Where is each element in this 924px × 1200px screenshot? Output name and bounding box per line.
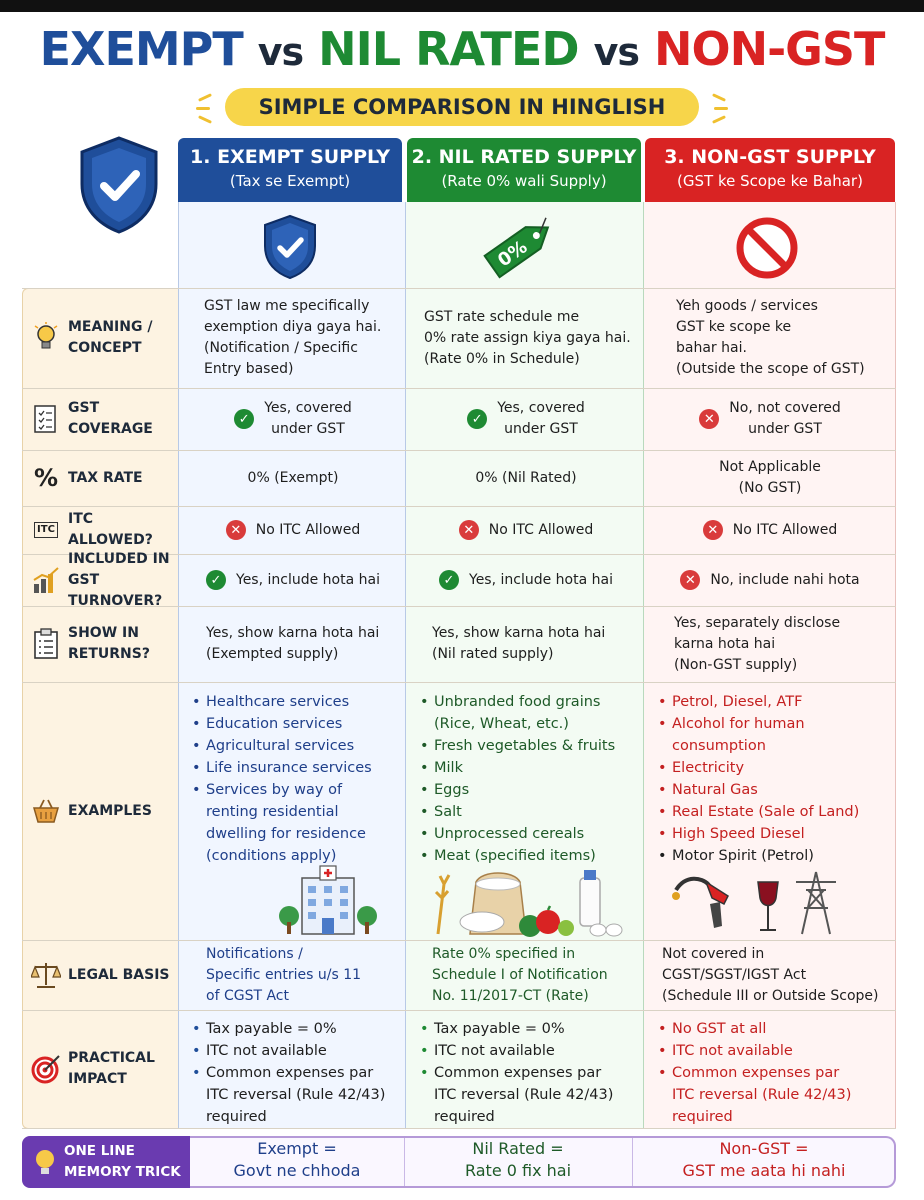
list-item: • No GST at all <box>654 1018 892 1040</box>
list-item: • High Speed Diesel <box>654 823 892 845</box>
returns-nil-rated: Yes, show karna hota hai (Nil rated supply) <box>432 625 606 662</box>
list-item: • Agricultural services <box>188 735 402 757</box>
impact-nil-rated-list <box>416 1018 640 1128</box>
list-item: • Common expenses par ITC reversal (Rule 42/43) required <box>654 1062 892 1128</box>
cross-icon: ✕ <box>680 570 700 590</box>
tax-rate-nil-rated: 0% (Nil Rated) <box>475 469 577 486</box>
list-item: • Unbranded food grains (Rice, Wheat, etc.) <box>416 691 640 735</box>
coverage-non-gst: ✕ No, not covered under GST <box>652 388 888 450</box>
food-items-icon <box>430 864 630 938</box>
check-icon: ✓ <box>439 570 459 590</box>
tax-rate-exempt: 0% (Exempt) <box>247 469 339 486</box>
memory-non-gst: Non-GST = GST me aata hi nahi <box>682 1139 846 1180</box>
list-item: • Common expenses par ITC reversal (Rule 42/43) required <box>416 1062 640 1128</box>
impact-non-gst-list <box>654 1018 892 1128</box>
cross-icon: ✕ <box>703 520 723 540</box>
row-label-legal: LEGAL BASIS <box>28 940 178 1010</box>
list-item: • ITC not available <box>654 1040 892 1062</box>
meaning-exempt: GST law me specifically exemption diya gaya hai. (Notification / Specific Entry based) <box>204 298 382 377</box>
list-item: • Unprocessed cereals <box>416 823 640 845</box>
checklist-icon <box>33 404 59 434</box>
list-item: • Education services <box>188 713 402 735</box>
cross-icon: ✕ <box>699 409 719 429</box>
percent-icon: % <box>33 464 59 492</box>
clipboard-icon <box>33 628 59 660</box>
fuel-wine-tower-icon <box>666 868 862 938</box>
column-subtitle: (Rate 0% wali Supply) <box>441 172 607 190</box>
list-item: • Fresh vegetables & fruits <box>416 735 640 757</box>
list-item: • Life insurance services <box>188 757 402 779</box>
memory-nil-rated: Nil Rated = Rate 0 fix hai <box>464 1139 572 1180</box>
turnover-nil-rated: ✓ Yes, include hota hai <box>414 554 638 606</box>
row-label-examples: EXAMPLES <box>28 682 178 940</box>
tax-rate-non-gst: Not Applicable (No GST) <box>719 459 821 496</box>
cross-icon: ✕ <box>226 520 246 540</box>
coverage-nil-rated: ✓ Yes, covered under GST <box>414 388 638 450</box>
row-label-meaning: MEANING / CONCEPT <box>28 288 178 388</box>
memory-trick-label: ONE LINE MEMORY TRICK <box>22 1136 190 1188</box>
zero-percent-tag-icon <box>478 212 562 282</box>
column-header-nil-rated <box>407 138 641 202</box>
no-entry-icon <box>734 215 800 281</box>
column-title: 2. NIL RATED SUPPLY <box>411 146 637 168</box>
list-item: • Meat (specified items) <box>416 845 640 867</box>
subtitle: SIMPLE COMPARISON IN HINGLISH <box>225 88 699 126</box>
cross-icon: ✕ <box>459 520 479 540</box>
list-item: • Tax payable = 0% <box>416 1018 640 1040</box>
list-item: • Alcohol for human consumption <box>654 713 892 757</box>
check-icon: ✓ <box>234 409 254 429</box>
lightbulb-icon <box>32 1147 58 1177</box>
title-nil-rated: NIL RATED <box>318 22 579 76</box>
shield-check-icon <box>78 136 160 234</box>
column-header-non-gst <box>645 138 895 202</box>
page-title <box>0 22 924 76</box>
meaning-non-gst: Yeh goods / services GST ke scope ke bahar hai. (Outside the scope of GST) <box>676 298 865 377</box>
scales-icon <box>31 961 61 989</box>
column-title: 1. EXEMPT SUPPLY <box>190 146 390 168</box>
shield-check-icon <box>262 214 318 280</box>
itc-nil-rated: ✕ No ITC Allowed <box>414 506 638 554</box>
row-label-turnover: INCLUDED IN GST TURNOVER? <box>28 554 178 606</box>
subtitle-banner <box>0 88 924 128</box>
title-vs-2: vs <box>593 30 639 74</box>
title-non-gst: NON-GST <box>653 22 885 76</box>
meaning-nil-rated: GST rate schedule me 0% rate assign kiya gaya hai. (Rate 0% in Schedule) <box>424 308 631 367</box>
list-item: • Electricity <box>654 757 892 779</box>
returns-non-gst: Yes, separately disclose karna hota hai (Non-GST supply) <box>674 614 841 673</box>
memory-exempt: Exempt = Govt ne chhoda <box>233 1139 361 1180</box>
legal-nil-rated: Rate 0% specified in Schedule I of Notification No. 11/2017-CT (Rate) <box>432 945 608 1004</box>
list-item: • Real Estate (Sale of Land) <box>654 801 892 823</box>
column-title: 3. NON-GST SUPPLY <box>664 146 876 168</box>
row-label-returns: SHOW IN RETURNS? <box>28 606 178 682</box>
check-icon: ✓ <box>467 409 487 429</box>
list-item: • Milk <box>416 757 640 779</box>
examples-nil-rated-list <box>416 691 640 867</box>
list-item: • Motor Spirit (Petrol) <box>654 845 892 867</box>
column-header-exempt <box>178 138 402 202</box>
coverage-exempt: ✓ Yes, covered under GST <box>186 388 400 450</box>
list-item: • ITC not available <box>416 1040 640 1062</box>
list-item: • Natural Gas <box>654 779 892 801</box>
top-bar <box>0 0 924 12</box>
target-icon <box>31 1054 61 1084</box>
impact-exempt-list <box>188 1018 402 1128</box>
list-item: • Common expenses par ITC reversal (Rule 42/43) required <box>188 1062 402 1128</box>
list-item: • Tax payable = 0% <box>188 1018 402 1040</box>
row-label-itc: ITC ITC ALLOWED? <box>28 506 178 554</box>
basket-icon <box>32 798 60 824</box>
column-subtitle: (GST ke Scope ke Bahar) <box>677 172 863 190</box>
list-item: • Salt <box>416 801 640 823</box>
returns-exempt: Yes, show karna hota hai (Exempted supply) <box>206 625 380 662</box>
bar-chart-icon <box>32 566 60 594</box>
list-item: • Healthcare services <box>188 691 402 713</box>
list-item: • ITC not available <box>188 1040 402 1062</box>
lightbulb-icon <box>33 322 59 354</box>
turnover-non-gst: ✕ No, include nahi hota <box>652 554 888 606</box>
list-item: • Services by way of renting residential dwelling for residence (conditions apply) <box>188 779 402 867</box>
row-label-coverage: GST COVERAGE <box>28 388 178 450</box>
title-vs-1: vs <box>257 30 304 74</box>
itc-non-gst: ✕ No ITC Allowed <box>652 506 888 554</box>
legal-non-gst: Not covered in CGST/SGST/IGST Act (Schedule III or Outside Scope) <box>662 945 879 1004</box>
hospital-icon <box>278 864 378 936</box>
examples-non-gst-list <box>654 691 892 867</box>
list-item: • Petrol, Diesel, ATF <box>654 691 892 713</box>
column-subtitle: (Tax se Exempt) <box>229 172 351 190</box>
row-label-impact: PRACTICAL IMPACT <box>28 1010 178 1128</box>
itc-icon: ITC <box>34 522 58 538</box>
svg-text:0%: 0% <box>494 236 532 272</box>
row-label-tax-rate: % TAX RATE <box>33 464 143 492</box>
list-item: • Eggs <box>416 779 640 801</box>
check-icon: ✓ <box>206 570 226 590</box>
examples-exempt-list <box>188 691 402 867</box>
legal-exempt: Notifications / Specific entries u/s 11 of CGST Act <box>206 945 362 1004</box>
turnover-exempt: ✓ Yes, include hota hai <box>186 554 400 606</box>
itc-exempt: ✕ No ITC Allowed <box>186 506 400 554</box>
title-exempt: EXEMPT <box>39 22 243 76</box>
